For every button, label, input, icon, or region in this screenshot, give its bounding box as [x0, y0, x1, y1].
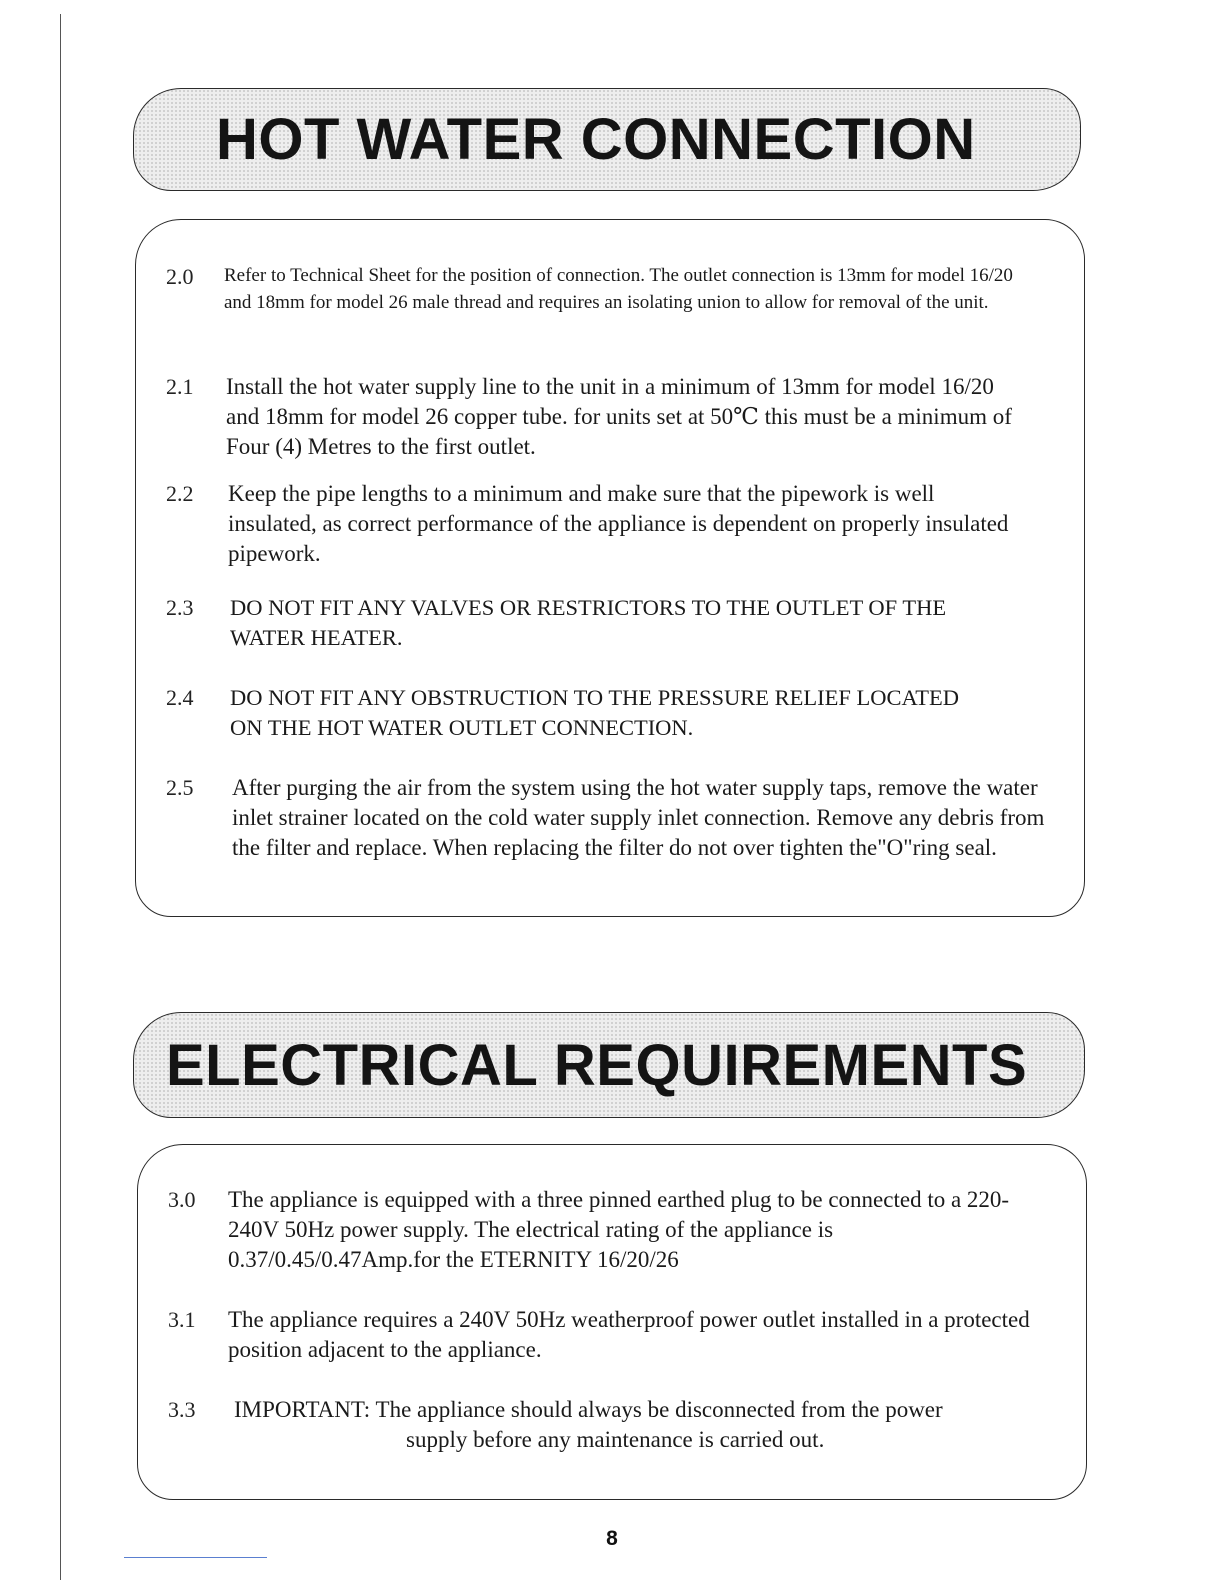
left-margin-line	[60, 14, 61, 1580]
list-item	[166, 683, 1046, 743]
list-item	[166, 372, 1046, 462]
list-item	[168, 1305, 1048, 1365]
hot-water-title: HOT WATER CONNECTION	[216, 107, 976, 172]
item-text: DO NOT FIT ANY VALVES OR RESTRICTORS TO THE OUTLET OF THE WATER HEATER.	[230, 595, 947, 650]
item-text	[234, 1395, 1064, 1455]
item-number: 2.1	[166, 374, 194, 399]
item-text: After purging the air from the system using the hot water supply taps, remove the water inlet strainer located on the cold water supply inlet connection. Remove any debris from the filter and replace. When replacing the filter do not over tighten the"O"ring seal.	[232, 775, 1045, 860]
electrical-title: ELECTRICAL REQUIREMENTS	[166, 1032, 1028, 1098]
page-number: 8	[606, 1527, 618, 1550]
item-number: 2.3	[166, 595, 194, 620]
item-text: Install the hot water supply line to the unit in a minimum of 13mm for model 16/20 and 18mm for model 26 copper tube. for units set at 50℃ this must be a minimum of Four (4) Metres to the first outlet.	[226, 374, 1012, 459]
item-text: The appliance is equipped with a three pinned earthed plug to be connected to a 220-240V 50Hz power supply. The electrical rating of the appliance is 0.37/0.45/0.47Amp.for the ETERNITY 16/20/26	[228, 1187, 1010, 1272]
list-item	[166, 262, 1046, 316]
footer-rule	[124, 1557, 267, 1558]
hot-water-banner	[133, 88, 1081, 191]
list-item	[168, 1395, 1068, 1455]
list-item	[168, 1185, 1048, 1275]
item-number: 3.0	[168, 1187, 196, 1212]
item-text-line: supply before any maintenance is carried out.	[406, 1427, 825, 1452]
item-text: DO NOT FIT ANY OBSTRUCTION TO THE PRESSURE RELIEF LOCATED ON THE HOT WATER OUTLET CONNECTION.	[230, 685, 960, 740]
list-item	[166, 593, 1046, 653]
item-number: 3.3	[168, 1397, 196, 1422]
item-number: 3.1	[168, 1307, 196, 1332]
item-number: 2.4	[166, 685, 194, 710]
item-number: 2.0	[166, 264, 194, 289]
list-item	[166, 479, 1046, 569]
item-text-line: IMPORTANT: The appliance should always be disconnected from the power	[234, 1397, 943, 1422]
item-text: The appliance requires a 240V 50Hz weatherproof power outlet installed in a protected position adjacent to the appliance.	[228, 1307, 1030, 1362]
item-text: Refer to Technical Sheet for the position of connection. The outlet connection is 13mm for model 16/20 and 18mm for model 26 male thread and requires an isolating union to allow for removal of the unit.	[224, 265, 1013, 313]
item-number: 2.5	[166, 775, 194, 800]
item-number: 2.2	[166, 481, 194, 506]
list-item	[166, 773, 1066, 863]
item-text: Keep the pipe lengths to a minimum and make sure that the pipework is well insulated, as correct performance of the appliance is dependent on properly insulated pipework.	[228, 481, 1009, 566]
electrical-banner	[133, 1012, 1085, 1118]
